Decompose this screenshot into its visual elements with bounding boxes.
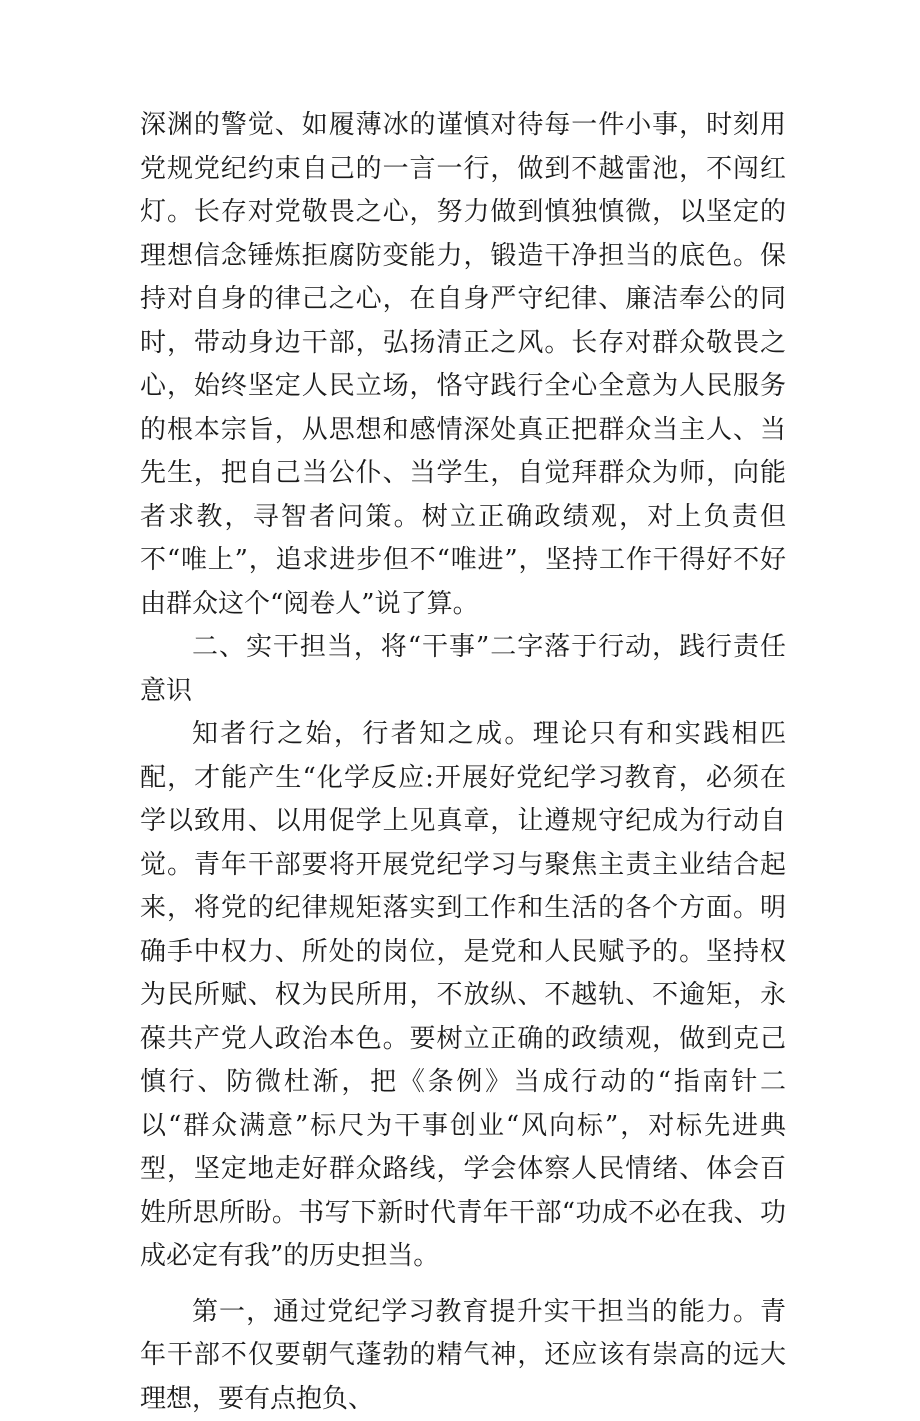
paragraph-gap (140, 1279, 786, 1291)
paragraph-point-one: 第一，通过党纪学习教育提升实干担当的能力。青年干部不仅要朝气蓬勃的精气神，还应该有崇高的远大理想，要有点抱负、 (140, 1291, 786, 1421)
paragraph-continuation: 深渊的警觉、如履薄冰的谨慎对待每一件小事，时刻用党规党纪约束自己的一言一行，做到不越雷池，不闯红灯。长存对党敬畏之心，努力做到慎独慎微，以坚定的理想信念锤炼拒腐防变能力，锻造干净担当的底色。保持对自身的律己之心，在自身严守纪律、廉洁奉公的同时，带动身边干部，弘扬清正之风。长存对群众敬畏之心，始终坚定人民立场，恪守践行全心全意为人民服务的根本宗旨，从思想和感情深处真正把群众当主人、当先生，把自己当公仆、当学生，自觉拜群众为师，向能者求教，寻智者问策。树立正确政绩观，对上负责但不“唯上”，追求进步但不“唯进”，坚持工作干得好不好由群众这个“阅卷人”说了算。 (140, 104, 786, 626)
section-heading: 二、实干担当，将“干事”二字落于行动，践行责任意识 (140, 626, 786, 713)
document-body (140, 104, 786, 1421)
paragraph-body: 知者行之始，行者知之成。理论只有和实践相匹配，才能产生“化学反应:开展好党纪学习教育，必须在学以致用、以用促学上见真章，让遵规守纪成为行动自觉。青年干部要将开展党纪学习与聚焦主责主业结合起来，将党的纪律规矩落实到工作和生活的各个方面。明确手中权力、所处的岗位，是党和人民赋予的。坚持权为民所赋、权为民所用，不放纵、不越轨、不逾矩，永葆共产党人政治本色。要树立正确的政绩观，做到克己慎行、防微杜渐，把《条例》当成行动的“指南针二以“群众满意”标尺为干事创业“风向标”，对标先进典型，坚定地走好群众路线，学会体察人民情绪、体会百姓所思所盼。书写下新时代青年干部“功成不必在我、功成必定有我”的历史担当。 (140, 713, 786, 1279)
